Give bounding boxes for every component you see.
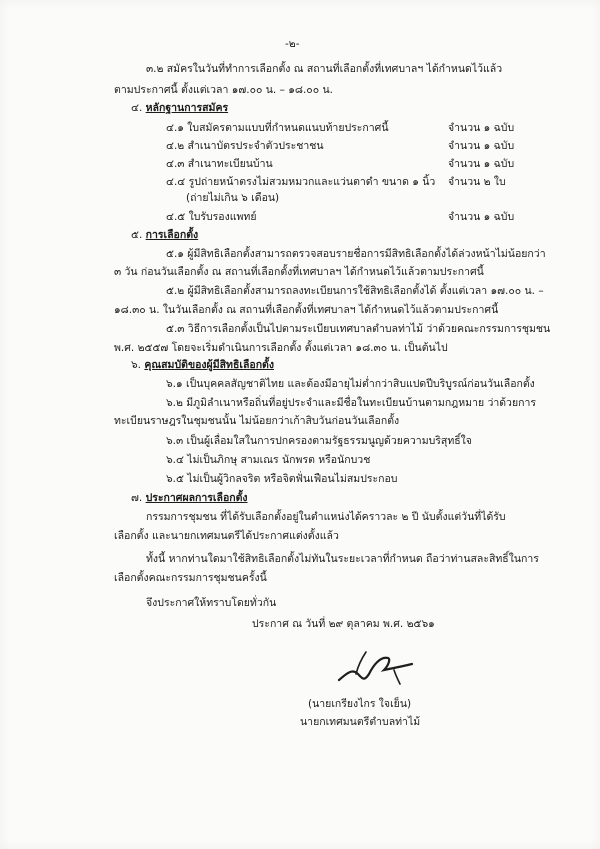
s5-line-4: ๑๘.๓๐ น. ในวันเลือกตั้ง ณ สถานที่เลือกตั้งที่เทศบาลฯ ได้กำหนดไว้แล้วตามประกาศนี้ — [114, 304, 499, 316]
s6-heading-text: คุณสมบัติของผู้มีสิทธิเลือกตั้ง — [144, 359, 274, 371]
s5-heading — [131, 228, 198, 242]
s4-item-1-qty: จำนวน ๑ ฉบับ — [448, 122, 515, 134]
s3-line-1: ๓.๒ สมัครในวันที่ทำการเลือกตั้ง ณ สถานที่เลือกตั้งที่เทศบาลฯ ได้กำหนดไว้แล้ว — [146, 63, 503, 75]
s4-heading — [131, 101, 228, 115]
signer-name: (นายเกรียงไกร ใจเย็น) — [308, 698, 412, 710]
s5-heading-text: การเลือกตั้ง — [145, 229, 199, 241]
s6-line-4: ๖.๓ เป็นผู้เลื่อมใสในการปกครองตามรัฐธรรมนูญด้วยความบริสุทธิ์ใจ — [166, 435, 472, 447]
s4-heading-number: ๔. — [131, 102, 143, 114]
s5-heading-number: ๕. — [131, 229, 143, 241]
closing-line-3: จึงประกาศให้ทราบโดยทั่วกัน — [146, 597, 277, 609]
s6-line-3: ทะเบียนราษฎรในชุมชนนั้น ไม่น้อยกว่าเก้าสิบวันก่อนวันเลือกตั้ง — [114, 415, 400, 427]
s4-item-3-qty: จำนวน ๑ ฉบับ — [448, 158, 515, 170]
s7-heading-text: ประกาศผลการเลือกตั้ง — [145, 492, 248, 504]
s4-item-2-qty: จำนวน ๑ ฉบับ — [448, 140, 515, 152]
s4-item-4: ๔.๔ รูปถ่ายหน้าตรงไม่สวมหมวกและแว่นตาดำ ขนาด ๑ นิ้ว — [166, 176, 436, 188]
announcement-date: ประกาศ ณ วันที่ ๒๙ ตุลาคม พ.ศ. ๒๕๖๑ — [252, 618, 435, 630]
s4-item-4-qty: จำนวน ๒ ใบ — [448, 176, 506, 188]
closing-line-1: ทั้งนี้ หากท่านใดมาใช้สิทธิเลือกตั้งไม่ทันในระยะเวลาที่กำหนด ถือว่าท่านสละสิทธิ์ในการ — [146, 553, 539, 565]
s6-line-1: ๖.๑ เป็นบุคคลสัญชาติไทย และต้องมีอายุไม่ต่ำกว่าสิบแปดปีบริบูรณ์ก่อนวันเลือกตั้ง — [166, 378, 535, 390]
s6-line-2: ๖.๒ มีภูมิลำเนาหรือถิ่นที่อยู่ประจำและมีชื่อในทะเบียนบ้านตามกฎหมาย ว่าด้วยการ — [166, 397, 537, 409]
s5-line-3: ๕.๒ ผู้มีสิทธิเลือกตั้งสามารถลงทะเบียนการใช้สิทธิเลือกตั้งได้ ตั้งแต่เวลา ๑๗.๐๐ น. – — [166, 285, 544, 297]
s3-line-2: ตามประกาศนี้ ตั้งแต่เวลา ๑๗.๐๐ น. – ๑๘.๐๐ น. — [114, 84, 333, 96]
s4-item-3: ๔.๓ สำเนาทะเบียนบ้าน — [166, 158, 273, 170]
s5-line-6: พ.ศ. ๒๕๕๗ โดยจะเริ่มดำเนินการเลือกตั้ง ตั้งแต่เวลา ๑๘.๓๐ น. เป็นต้นไป — [114, 342, 448, 354]
s4-item-5-qty: จำนวน ๑ ฉบับ — [448, 211, 515, 223]
s4-item-4-note: (ถ่ายไม่เกิน ๖ เดือน) — [186, 192, 280, 204]
s6-line-6: ๖.๕ ไม่เป็นผู้วิกลจริต หรือจิตฟั่นเฟือนไม่สมประกอบ — [166, 473, 398, 485]
s5-line-5: ๕.๓ วิธีการเลือกตั้งเป็นไปตามระเบียบเทศบาลตำบลท่าไม้ ว่าด้วยคณะกรรมการชุมชน — [166, 323, 551, 335]
s4-item-2: ๔.๒ สำเนาบัตรประจำตัวประชาชน — [166, 140, 324, 152]
page-number: -๒- — [285, 38, 300, 50]
s6-line-5: ๖.๔ ไม่เป็นภิกษุ สามเณร นักพรต หรือนักบวช — [166, 454, 371, 466]
s5-line-2: ๓ วัน ก่อนวันเลือกตั้ง ณ สถานที่เลือกตั้งที่เทศบาลฯ ได้กำหนดไว้แล้วตามประกาศนี้ — [114, 266, 484, 278]
s4-item-1: ๔.๑ ใบสมัครตามแบบที่กำหนดแนบท้ายประกาศนี้ — [166, 122, 389, 134]
s7-line-2: เลือกตั้ง และนายกเทศมนตรีได้ประกาศแต่งตั้งแล้ว — [114, 530, 339, 542]
s6-heading-number: ๖. — [131, 359, 142, 371]
s7-heading-number: ๗. — [131, 492, 143, 504]
s6-heading — [131, 358, 274, 372]
signer-title: นายกเทศมนตรีตำบลท่าไม้ — [300, 716, 421, 728]
s5-line-1: ๕.๑ ผู้มีสิทธิเลือกตั้งสามารถตรวจสอบรายชื่อการมีสิทธิเลือกตั้งได้ล่วงหน้าไม่น้อยกว่า — [166, 248, 546, 260]
s4-heading-text: หลักฐานการสมัคร — [145, 102, 229, 114]
handwritten-signature — [336, 644, 416, 688]
s7-line-1: กรรมการชุมชน ที่ได้รับเลือกตั้งอยู่ในตำแหน่งได้คราวละ ๒ ปี นับตั้งแต่วันที่ได้รับ — [146, 511, 506, 523]
s4-item-5: ๔.๕ ใบรับรองแพทย์ — [166, 211, 257, 223]
closing-line-2: เลือกตั้งคณะกรรมการชุมชนครั้งนี้ — [114, 572, 267, 584]
s7-heading — [131, 491, 248, 505]
